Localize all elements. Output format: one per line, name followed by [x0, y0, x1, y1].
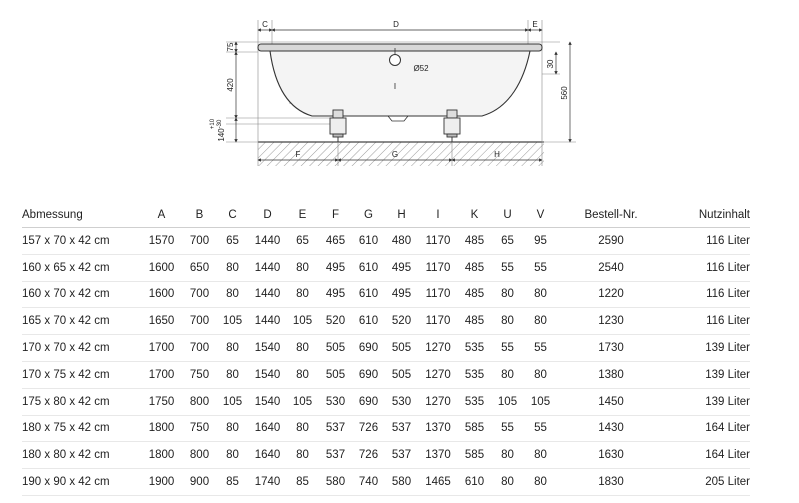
cell-v: 95	[534, 234, 547, 247]
cell-v: 80	[534, 449, 547, 462]
cell-g: 726	[358, 422, 379, 435]
column-header-f: F	[331, 209, 340, 221]
cell-d: 1440	[254, 288, 281, 301]
cell-b: 700	[189, 342, 210, 355]
column-header-capacity: Nutzinhalt	[698, 209, 750, 221]
cell-d: 1740	[254, 476, 281, 489]
label-c: C	[262, 20, 268, 29]
cell-c: 65	[226, 234, 239, 247]
cell-u: 80	[501, 476, 514, 489]
cell-c: 105	[222, 315, 243, 328]
cell-capacity: 116 Liter	[706, 315, 750, 328]
cell-c: 80	[226, 368, 239, 381]
cell-h: 495	[391, 288, 412, 301]
cell-i: 1170	[425, 234, 451, 247]
label-f: F	[295, 150, 301, 159]
cell-dimension: 157 x 70 x 42 cm	[22, 234, 110, 247]
cell-e: 80	[296, 368, 309, 381]
cell-capacity: 139 Liter	[705, 342, 750, 355]
cell-e: 105	[292, 315, 313, 328]
cell-e: 65	[296, 234, 309, 247]
cell-a: 1570	[148, 234, 175, 247]
cell-i: 1465	[425, 476, 451, 489]
dim-560: 560	[560, 86, 569, 100]
cell-b: 750	[189, 422, 210, 435]
cell-a: 1600	[148, 261, 175, 274]
cell-order-number: 1230	[598, 315, 624, 328]
cell-f: 537	[325, 422, 346, 435]
cell-a: 1900	[148, 476, 175, 489]
cell-order-number: 1430	[598, 422, 624, 435]
cell-i: 1270	[425, 342, 451, 355]
label-h: H	[494, 150, 500, 159]
label-drain: Ø52	[413, 64, 429, 73]
cell-capacity: 116 Liter	[706, 234, 750, 247]
bathtub-technical-drawing	[0, 0, 799, 200]
cell-dimension: 160 x 65 x 42 cm	[22, 261, 110, 274]
cell-f: 495	[325, 261, 346, 274]
cell-e: 85	[296, 476, 309, 489]
cell-e: 80	[296, 422, 309, 435]
cell-e: 80	[296, 449, 309, 462]
cell-h: 505	[391, 342, 412, 355]
cell-e: 105	[292, 395, 313, 408]
cell-order-number: 2590	[598, 234, 624, 247]
cell-u: 80	[501, 288, 514, 301]
table-row	[22, 469, 750, 496]
cell-d: 1540	[254, 395, 281, 408]
cell-e: 80	[296, 261, 309, 274]
cell-h: 480	[391, 234, 412, 247]
cell-capacity: 164 Liter	[705, 422, 750, 435]
cell-order-number: 1630	[598, 449, 624, 462]
cell-a: 1750	[148, 395, 175, 408]
cell-a: 1800	[148, 422, 175, 435]
cell-v: 80	[534, 288, 547, 301]
cell-b: 800	[189, 395, 210, 408]
table-row	[22, 254, 750, 281]
cell-order-number: 1730	[598, 342, 624, 355]
cell-h: 530	[391, 395, 412, 408]
dim-75: 75	[226, 42, 235, 52]
cell-v: 55	[534, 342, 547, 355]
dim-420: 420	[226, 78, 235, 92]
cell-u: 65	[501, 234, 514, 247]
cell-f: 580	[325, 476, 346, 489]
cell-b: 700	[189, 288, 210, 301]
dim-plus10: +10	[210, 118, 216, 130]
cell-e: 80	[296, 342, 309, 355]
cell-b: 750	[189, 368, 210, 381]
column-header-h: H	[397, 209, 406, 221]
table-row	[22, 388, 750, 415]
cell-f: 465	[325, 234, 346, 247]
column-header-order-number: Bestell-Nr.	[584, 209, 638, 221]
cell-v: 55	[534, 422, 547, 435]
cell-i: 1170	[425, 288, 451, 301]
cell-capacity: 139 Liter	[705, 395, 750, 408]
cell-order-number: 1220	[598, 288, 624, 301]
cell-d: 1440	[254, 315, 281, 328]
cell-g: 610	[358, 315, 379, 328]
cell-d: 1440	[254, 261, 281, 274]
column-header-k: K	[470, 209, 479, 221]
cell-h: 537	[391, 422, 412, 435]
cell-k: 585	[464, 422, 485, 435]
cell-dimension: 175 x 80 x 42 cm	[22, 395, 110, 408]
cell-u: 80	[501, 315, 514, 328]
cell-f: 505	[325, 368, 346, 381]
cell-d: 1640	[254, 422, 281, 435]
cell-d: 1440	[254, 234, 281, 247]
cell-g: 610	[358, 234, 379, 247]
cell-c: 105	[222, 395, 243, 408]
cell-g: 726	[358, 449, 379, 462]
cell-g: 690	[358, 368, 379, 381]
cell-c: 80	[226, 342, 239, 355]
cell-capacity: 116 Liter	[706, 261, 750, 274]
cell-i: 1170	[425, 315, 451, 328]
floor-hatch	[258, 142, 544, 166]
cell-i: 1270	[425, 368, 451, 381]
column-header-i: I	[436, 209, 440, 221]
table-row	[22, 442, 750, 469]
cell-capacity: 205 Liter	[705, 476, 750, 489]
column-header-u: U	[503, 209, 512, 221]
cell-g: 690	[358, 395, 379, 408]
cell-u: 55	[501, 422, 514, 435]
cell-order-number: 1830	[598, 476, 624, 489]
cell-g: 740	[358, 476, 379, 489]
column-header-dimension: Abmessung	[22, 209, 83, 221]
cell-c: 80	[226, 261, 239, 274]
cell-g: 610	[358, 261, 379, 274]
dim-30: 30	[546, 59, 555, 69]
cell-u: 55	[501, 342, 514, 355]
cell-k: 485	[464, 315, 485, 328]
cell-v: 105	[530, 395, 551, 408]
cell-c: 85	[226, 476, 239, 489]
cell-dimension: 160 x 70 x 42 cm	[22, 288, 110, 301]
cell-k: 485	[464, 261, 485, 274]
cell-dimension: 180 x 75 x 42 cm	[22, 422, 110, 435]
cell-b: 700	[189, 315, 210, 328]
cell-dimension: 165 x 70 x 42 cm	[22, 315, 110, 328]
cell-v: 80	[534, 368, 547, 381]
cell-dimension: 190 x 90 x 42 cm	[22, 476, 110, 489]
column-header-v: V	[536, 209, 545, 221]
column-header-g: G	[364, 209, 373, 221]
cell-h: 505	[391, 368, 412, 381]
cell-capacity: 164 Liter	[705, 449, 750, 462]
cell-f: 505	[325, 342, 346, 355]
cell-k: 535	[464, 368, 485, 381]
cell-k: 585	[464, 449, 485, 462]
cell-a: 1600	[148, 288, 175, 301]
cell-v: 80	[534, 315, 547, 328]
table-header-row	[22, 203, 750, 228]
cell-f: 537	[325, 449, 346, 462]
overflow-drain	[390, 55, 401, 66]
cell-capacity: 139 Liter	[705, 368, 750, 381]
cell-u: 55	[501, 261, 514, 274]
table-row	[22, 415, 750, 442]
cell-capacity: 116 Liter	[706, 288, 750, 301]
cell-b: 700	[189, 234, 210, 247]
column-header-b: B	[195, 209, 204, 221]
table-row	[22, 361, 750, 388]
cell-u: 105	[497, 395, 518, 408]
cell-c: 80	[226, 449, 239, 462]
cell-k: 485	[464, 288, 485, 301]
cell-f: 530	[325, 395, 346, 408]
cell-order-number: 2540	[598, 261, 624, 274]
cell-b: 900	[189, 476, 210, 489]
column-header-c: C	[228, 209, 237, 221]
cell-i: 1370	[425, 422, 451, 435]
table-row	[22, 308, 750, 335]
cell-c: 80	[226, 288, 239, 301]
label-e: E	[532, 20, 538, 29]
label-i: I	[393, 82, 397, 91]
cell-d: 1540	[254, 368, 281, 381]
cell-g: 690	[358, 342, 379, 355]
cell-v: 80	[534, 476, 547, 489]
cell-dimension: 180 x 80 x 42 cm	[22, 449, 110, 462]
cell-e: 80	[296, 288, 309, 301]
cell-k: 485	[464, 234, 485, 247]
label-d: D	[393, 20, 399, 29]
dim-minus30: -30	[217, 119, 223, 129]
cell-g: 610	[358, 288, 379, 301]
dim-140: 140	[217, 128, 226, 142]
cell-d: 1640	[254, 449, 281, 462]
cell-d: 1540	[254, 342, 281, 355]
cell-c: 80	[226, 422, 239, 435]
cell-i: 1270	[425, 395, 451, 408]
cell-k: 535	[464, 342, 485, 355]
cell-a: 1700	[148, 368, 175, 381]
cell-h: 537	[391, 449, 412, 462]
cell-dimension: 170 x 70 x 42 cm	[22, 342, 110, 355]
cell-dimension: 170 x 75 x 42 cm	[22, 368, 110, 381]
cell-a: 1800	[148, 449, 175, 462]
table-row	[22, 228, 750, 255]
column-header-e: E	[298, 209, 307, 221]
cell-order-number: 1380	[598, 368, 624, 381]
cell-i: 1370	[425, 449, 451, 462]
cell-f: 495	[325, 288, 346, 301]
cell-order-number: 1450	[598, 395, 624, 408]
table-row	[22, 281, 750, 308]
label-g: G	[391, 150, 399, 159]
tub-rim	[258, 44, 542, 51]
dimension-table	[22, 203, 750, 496]
cell-b: 650	[189, 261, 210, 274]
cell-k: 610	[464, 476, 485, 489]
cell-h: 580	[391, 476, 412, 489]
cell-u: 80	[501, 449, 514, 462]
cell-u: 80	[501, 368, 514, 381]
column-header-d: D	[263, 209, 272, 221]
cell-h: 520	[391, 315, 412, 328]
cell-v: 55	[534, 261, 547, 274]
cell-a: 1650	[148, 315, 175, 328]
cell-b: 800	[189, 449, 210, 462]
table-row	[22, 335, 750, 362]
cell-a: 1700	[148, 342, 175, 355]
cell-k: 535	[464, 395, 485, 408]
column-header-a: A	[157, 209, 166, 221]
cell-h: 495	[391, 261, 412, 274]
cell-f: 520	[325, 315, 346, 328]
cell-i: 1170	[425, 261, 451, 274]
